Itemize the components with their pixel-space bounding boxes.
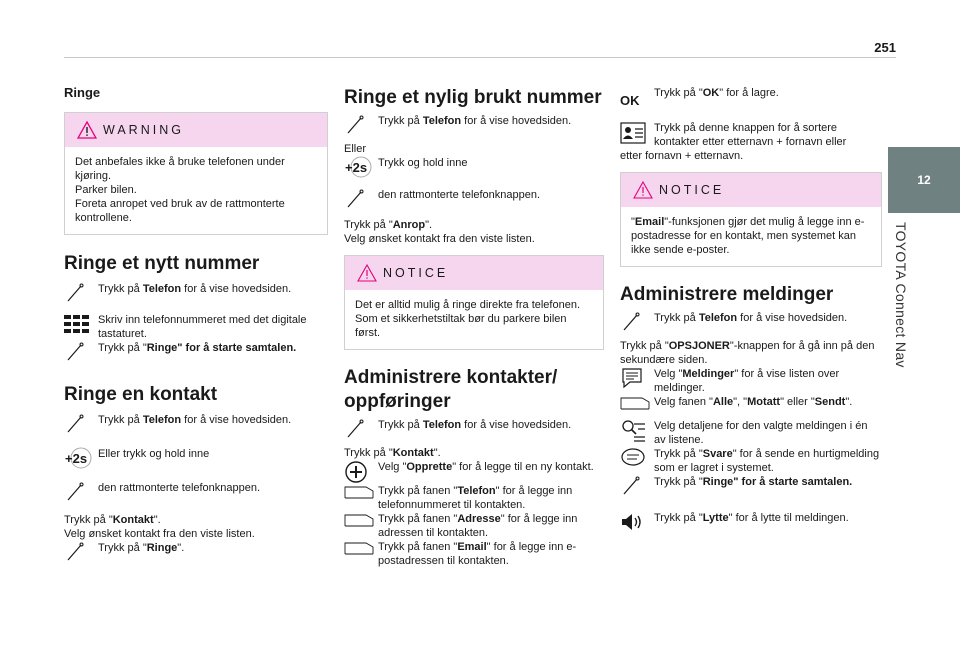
paragraph: Trykk på "Kontakt". Velg ønsket kontakt fra den viste listen. (64, 514, 255, 540)
section-heading: Ringe en kontakt (64, 384, 218, 405)
notice-text: Det er alltid mulig å ringe direkte fra telefonen. Som et sikkerhetstiltak bør du parkere bilen først. (355, 299, 581, 339)
tap-icon (64, 481, 98, 503)
sort-contacts-icon (620, 121, 654, 145)
paragraph: Eller (344, 143, 367, 155)
tap-icon (64, 541, 98, 563)
chapter-label: TOYOTA Connect Nav (893, 222, 909, 368)
step-row (620, 121, 882, 149)
notice-box (344, 255, 604, 350)
step-text: Trykk på "Lytte" for å lytte til meldingen. (654, 512, 849, 524)
step-row (64, 413, 328, 435)
step-text: den rattmonterte telefonknappen. (378, 189, 541, 201)
paragraph: Trykk på "Kontakt". (344, 447, 441, 459)
step-text: Trykk på Telefon for å vise hovedsiden. (378, 115, 572, 127)
ok-icon: OK (620, 93, 640, 108)
keypad-icon (64, 313, 98, 335)
step-row (620, 511, 882, 533)
warning-icon (77, 121, 97, 139)
step-row (64, 313, 328, 341)
notice-body (345, 290, 603, 349)
page-number: 251 (874, 40, 896, 55)
step-row (344, 484, 604, 512)
warning-line: kontrollene. (75, 212, 132, 224)
hold-2s-icon (344, 156, 378, 178)
tap-icon (620, 311, 654, 333)
section-heading: Ringe (64, 85, 101, 100)
step-text: Trykk på "Ringe". (98, 542, 185, 554)
quick-reply-icon (620, 447, 654, 469)
step-row (344, 540, 604, 568)
step-row (64, 481, 328, 503)
warning-title: WARNING (103, 123, 184, 137)
warning-line: Det anbefales ikke å bruke telefonen under (75, 156, 285, 168)
chapter-tab[interactable]: 12 (888, 147, 960, 213)
step-row (344, 188, 604, 210)
tap-icon (620, 475, 654, 497)
step-row (620, 419, 882, 447)
details-icon (620, 419, 654, 443)
column-2 (344, 86, 604, 568)
notice-text: "Email"-funksjonen gjør det mulig å legge inn e-postadresse for en kontakt, men systemet kan ikke sende e-poster. (631, 216, 865, 256)
step-text: Trykk på Telefon for å vise hovedsiden. (98, 283, 292, 295)
step-row (64, 282, 328, 304)
step-row (64, 341, 328, 363)
tap-icon (64, 413, 98, 435)
tab-icon (344, 484, 378, 500)
step-row (620, 311, 882, 333)
step-row (64, 541, 328, 563)
step-text: Trykk på "OK" for å lagre. (654, 87, 779, 99)
paragraph: etter fornavn + etternavn. (620, 150, 744, 162)
step-row (344, 418, 604, 440)
tab-icon (344, 540, 378, 556)
notice-title: NOTICE (659, 183, 725, 197)
tab-icon (344, 512, 378, 528)
warning-box (64, 112, 328, 235)
step-row (344, 114, 604, 136)
column-1 (64, 86, 328, 563)
step-text: Trykk på fanen "Telefon" for å legge inn telefonnummeret til kontakten. (378, 485, 573, 511)
notice-header (345, 256, 603, 290)
warning-line: Foreta anropet ved bruk av de rattmonterte (75, 198, 285, 210)
step-row (344, 512, 604, 540)
svg-text:+2s: +2s (65, 451, 88, 466)
add-icon (344, 460, 378, 484)
tab-icon (620, 395, 654, 411)
tap-icon (64, 341, 98, 363)
step-text: Trykk på fanen "Adresse" for å legge inn adressen til kontakten. (378, 513, 578, 539)
step-row (620, 475, 882, 497)
step-text: Trykk og hold inne (378, 157, 468, 169)
step-row (620, 447, 882, 475)
step-row (344, 460, 604, 484)
step-text: Skriv inn telefonnummeret med det digitale tastaturet. (98, 314, 307, 340)
step-row (64, 447, 328, 469)
message-icon (620, 367, 654, 389)
warning-line: kjøring. (75, 170, 112, 182)
step-text: den rattmonterte telefonknappen. (98, 482, 261, 494)
warning-line: Parker bilen. (75, 184, 137, 196)
speaker-icon (620, 511, 654, 533)
header-divider (64, 57, 896, 58)
step-text: Velg detaljene for den valgte meldingen i én av listene. (654, 420, 868, 446)
notice-body (621, 207, 881, 266)
tap-icon (344, 188, 378, 210)
step-row (620, 395, 882, 411)
step-text: Trykk på Telefon for å vise hovedsiden. (654, 312, 848, 324)
section-heading: Administrere kontakter/ (344, 367, 558, 388)
step-text: Trykk på "Ringe" for å starte samtalen. (98, 342, 297, 354)
step-text: Trykk på fanen "Email" for å legge inn e-postadressen til kontakten. (378, 541, 577, 567)
column-3 (620, 86, 882, 533)
step-text: Velg fanen "Alle", "Motatt" eller "Sendt". (654, 396, 853, 408)
step-text: Trykk på denne knappen for å sortere kontakter etter etternavn + fornavn eller (654, 122, 847, 148)
paragraph: Trykk på "OPSJONER"-knappen for å gå inn på den sekundære siden. (620, 340, 875, 366)
step-text: Eller trykk og hold inne (98, 448, 210, 460)
step-text: Trykk på Telefon for å vise hovedsiden. (378, 419, 572, 431)
step-text: Trykk på "Ringe" for å starte samtalen. (654, 476, 853, 488)
paragraph: Trykk på "Anrop". Velg ønsket kontakt fra den viste listen. (344, 219, 535, 245)
tap-icon (344, 114, 378, 136)
section-heading: Ringe et nylig brukt nummer (344, 87, 602, 108)
step-text: Trykk på "Svare" for å sende en hurtigmelding som er lagret i systemet. (654, 448, 880, 474)
notice-title: NOTICE (383, 266, 449, 280)
warning-body (65, 147, 327, 234)
step-text: Velg "Meldinger" for å vise listen over meldinger. (654, 368, 840, 394)
section-heading: Administrere meldinger (620, 284, 834, 305)
section-heading: oppføringer (344, 391, 451, 412)
svg-text:+2s: +2s (345, 160, 368, 175)
notice-icon (633, 181, 653, 199)
notice-header (621, 173, 881, 207)
tap-icon (344, 418, 378, 440)
section-heading: Ringe et nytt nummer (64, 253, 260, 274)
hold-2s-icon (64, 447, 98, 469)
notice-icon (357, 264, 377, 282)
step-row (620, 86, 882, 108)
notice-box (620, 172, 882, 267)
warning-header (65, 113, 327, 147)
step-text: Trykk på Telefon for å vise hovedsiden. (98, 414, 292, 426)
step-row (344, 156, 604, 178)
tap-icon (64, 282, 98, 304)
step-row (620, 367, 882, 395)
step-text: Velg "Opprette" for å legge til en ny kontakt. (378, 461, 594, 473)
